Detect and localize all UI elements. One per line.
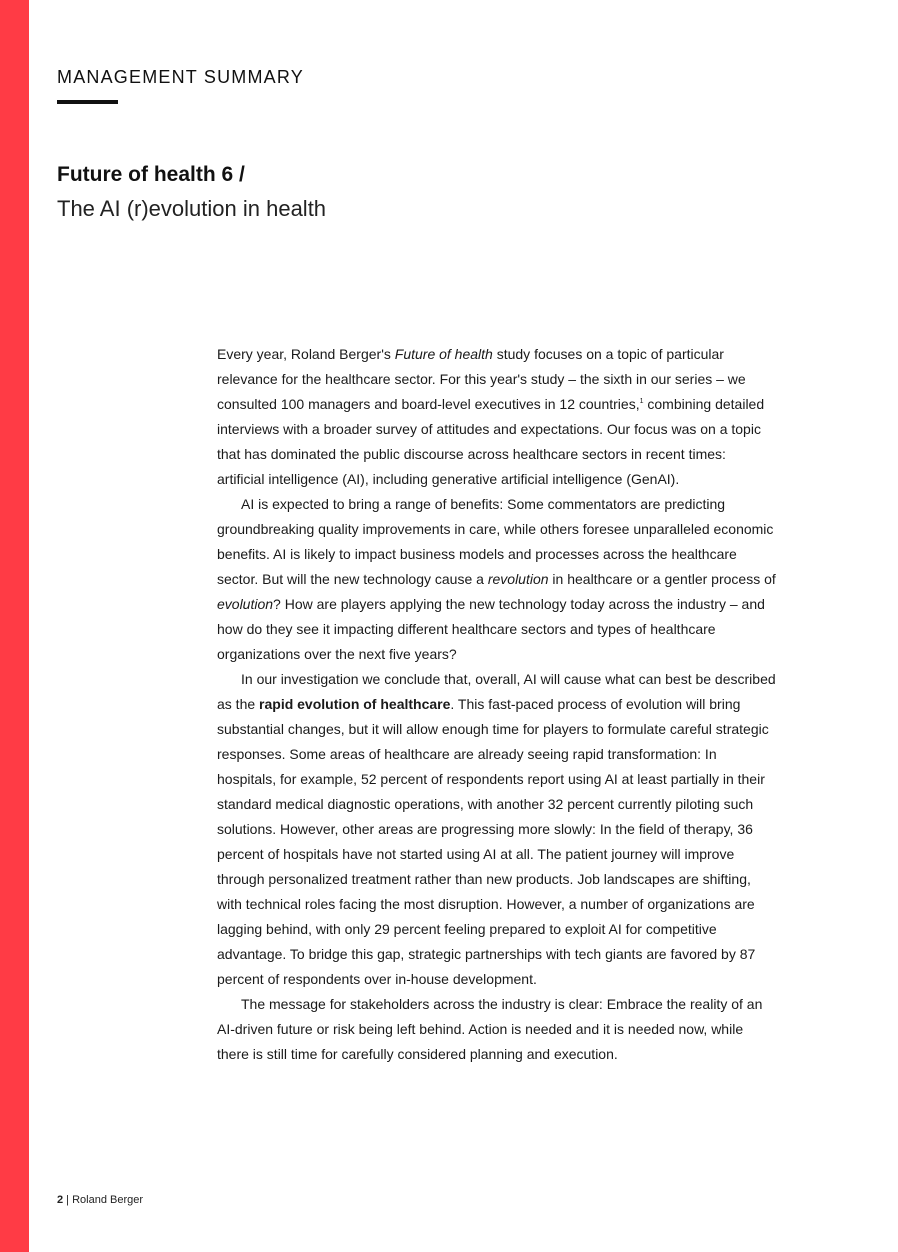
paragraph-2 [217, 492, 777, 667]
page-number: 2 [57, 1194, 64, 1206]
body-text [217, 342, 777, 1067]
text-run: ? How are players applying the new technology today across the industry – and how do they see it impacting different healthcare sectors and types of healthcare organizations over the next five years? [217, 596, 765, 662]
italic-run: revolution [487, 571, 549, 587]
italic-run: Future of health [394, 346, 493, 362]
footnote-marker: 1 [639, 398, 644, 405]
text-run: In our investigation we conclude that, overall, AI will cause what can best be described as the [217, 671, 776, 712]
paragraph-1 [217, 342, 777, 492]
italic-run: evolution [217, 596, 274, 612]
report-subtitle: The AI (r)evolution in health [57, 196, 327, 221]
footer-brand: Roland Berger [72, 1194, 144, 1206]
text-run: AI is expected to bring a range of benefits: Some commentators are predicting groundbreaking quality improvements in care, while others foresee unparalleled economic benefits. AI is likely to impact business models and processes across the healthcare sector. But will the new technology cause a [217, 496, 774, 587]
report-title: Future of health 6 / [57, 163, 245, 186]
section-title: MANAGEMENT SUMMARY [57, 67, 304, 87]
page-footer [57, 1194, 143, 1206]
text-run: The message for stakeholders across the industry is clear: Embrace the reality of an AI-driven future or risk being left behind. Action is needed and it is needed now, while there is still time for carefully considered planning and execution. [217, 996, 763, 1062]
text-run: . This fast-paced process of evolution will bring substantial changes, but it will allow enough time for players to formulate careful strategic responses. Some areas of healthcare are already seeing rapid transformation: In hospitals, for example, 52 percent of respondents report using AI at least partially in their standard medical diagnostic operations, with another 32 percent currently piloting such solutions. However, other areas are progressing more slowly: In the field of therapy, 36 percent of hospitals have not started using AI at all. The patient journey will improve through personalized treatment rather than new products. Job landscapes are shifting, with technical roles facing the most disruption. However, a number of organizations are lagging behind, with only 29 percent feeling prepared to exploit AI for competitive advantage. To bridge this gap, strategic partnerships with tech giants are favored by 87 percent of respondents over in-house development. [217, 696, 769, 987]
text-run: in healthcare or a gentler process of [548, 571, 776, 587]
paragraph-3 [217, 667, 777, 992]
text-run: study focuses on a topic of particular relevance for the healthcare sector. For this year's study – the sixth in our series – we consulted 100 managers and board-level executives in 12 countries, [217, 346, 746, 412]
red-accent-bar [0, 0, 29, 1252]
footer-separator: | [63, 1194, 73, 1206]
section-underline [57, 100, 118, 104]
text-run: combining detailed interviews with a broader survey of attitudes and expectations. Our focus was on a topic that has dominated the public discourse across healthcare sectors in recent times: artificial intelligence (AI), including generative artificial intelligence (GenAI). [217, 396, 765, 487]
text-run: Every year, Roland Berger's [217, 346, 395, 362]
paragraph-4 [217, 992, 777, 1067]
bold-run: rapid evolution of healthcare [259, 696, 451, 712]
